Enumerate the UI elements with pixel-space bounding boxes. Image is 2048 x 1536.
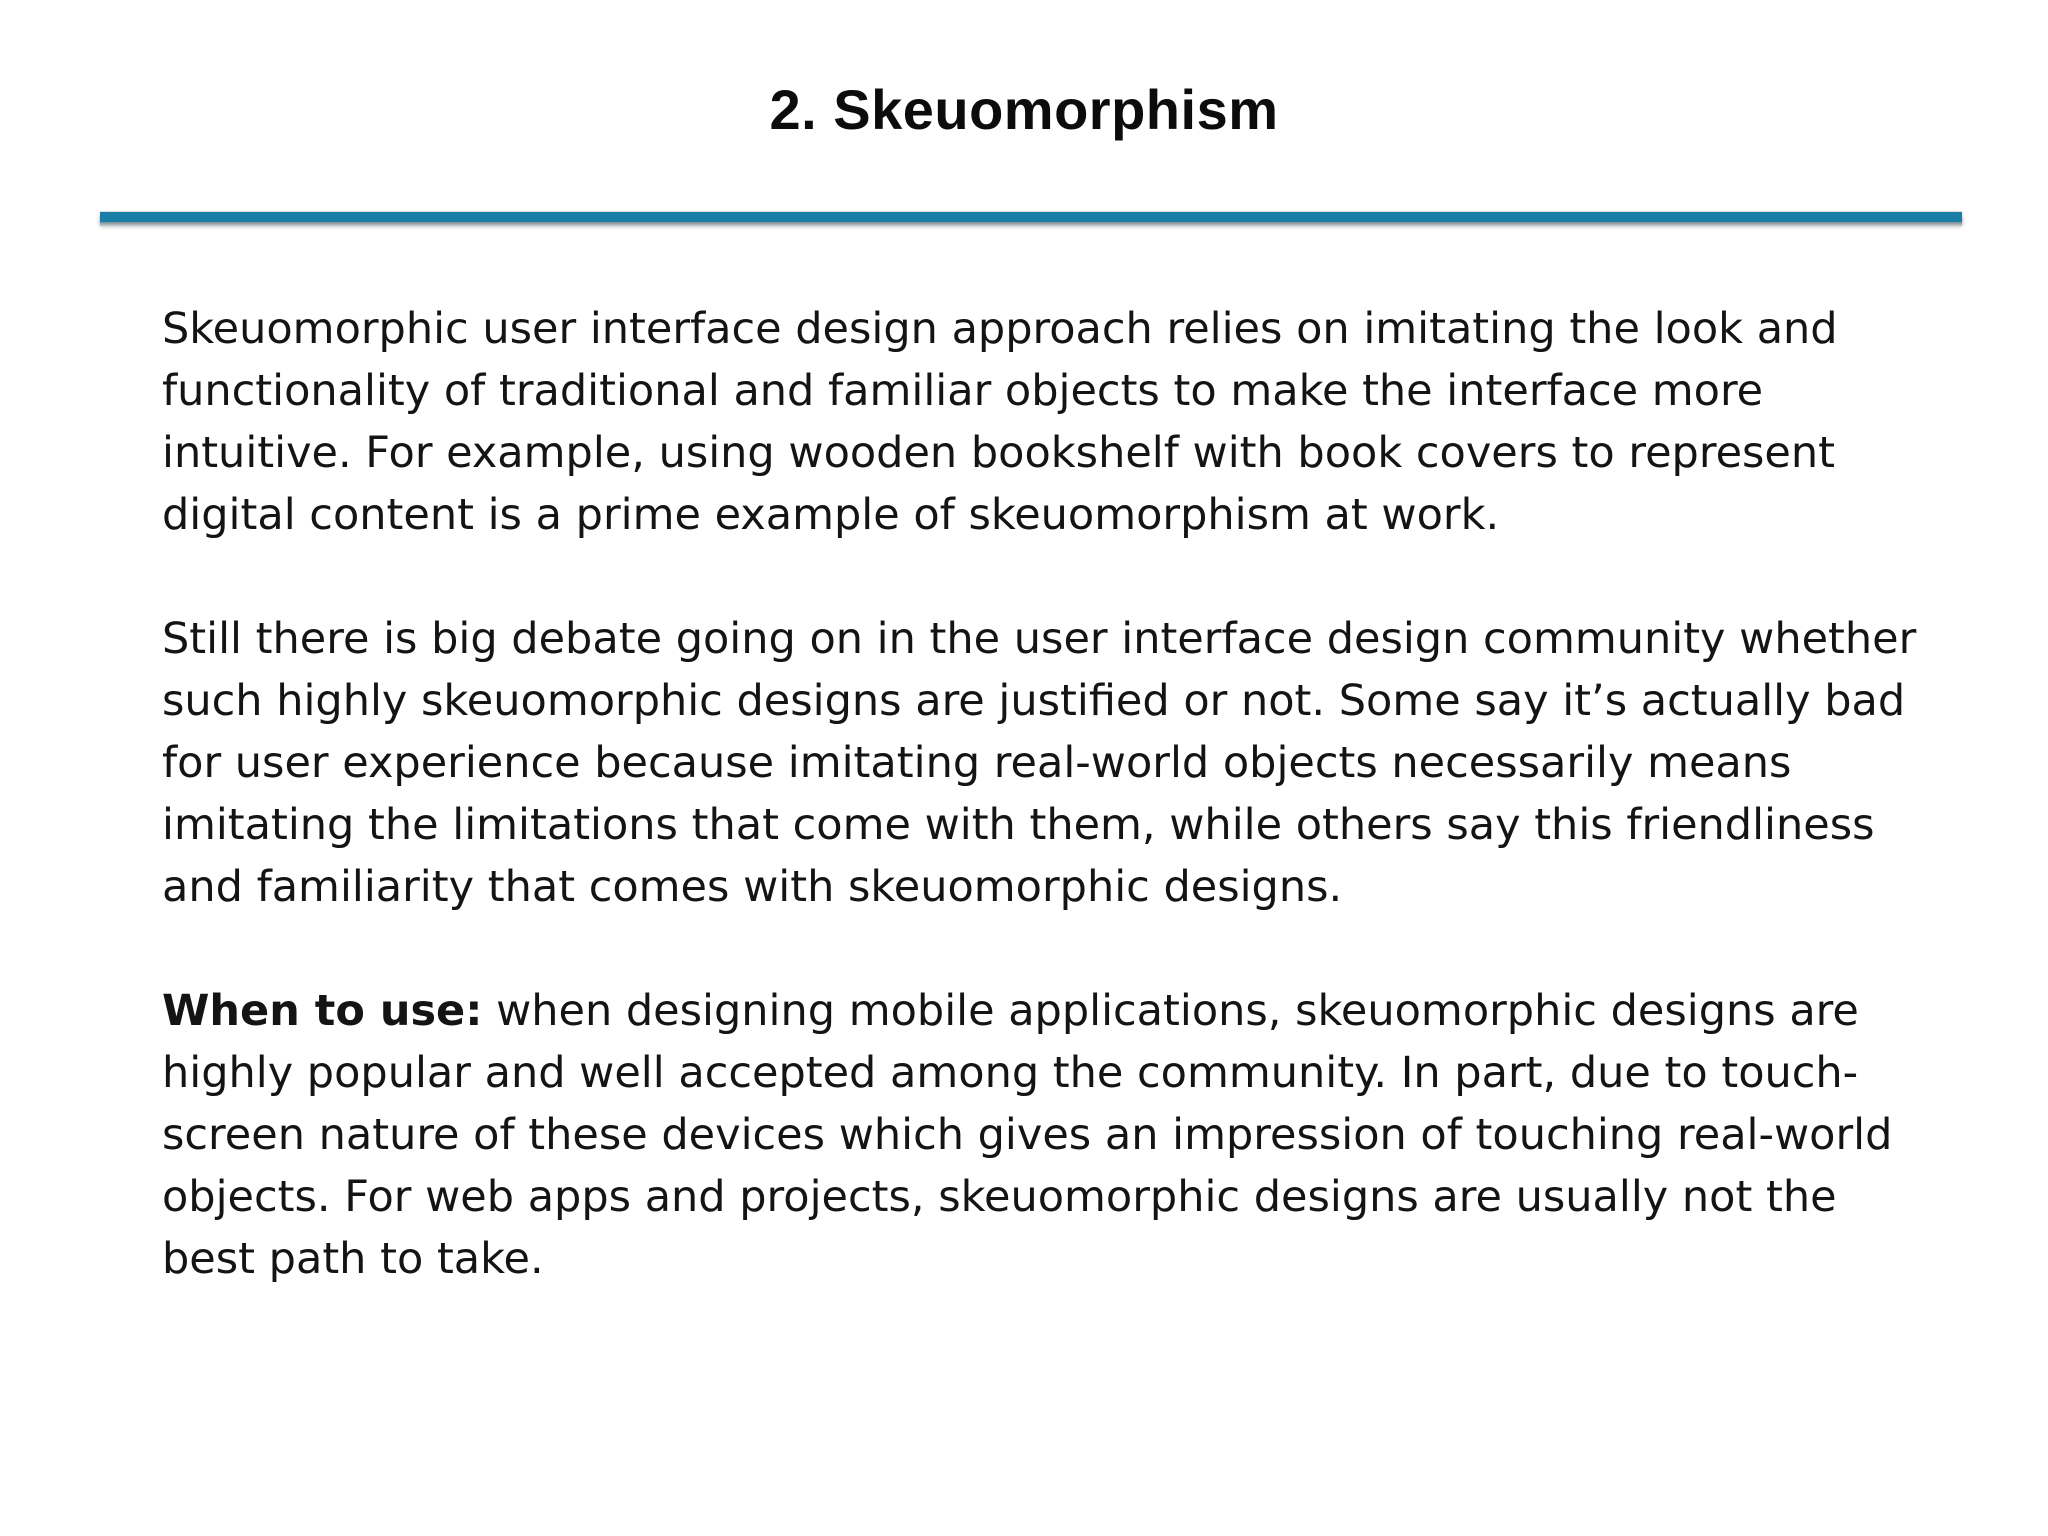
when-to-use-label: When to use: <box>162 986 483 1036</box>
title-divider <box>100 212 1962 222</box>
paragraph-debate: Still there is big debate going on in the user interface design community whether such highly skeuomorphic designs are justified or not. Some say it’s actually bad for user experience because imitating real-world objects necessarily means imitating the limitations that come with them, while others say this friendliness and familiarity that comes with skeuomorphic designs. <box>162 614 1917 912</box>
slide-title: 2. Skeuomorphism <box>769 78 1279 141</box>
when-to-use-text: when designing mobile applications, skeuomorphic designs are highly popular and well accepted among the community. In part, due to touch- screen nature of these devices which gives an impression of touching real-world objects. For web apps and projects, skeuomorphic designs are usually not the best path to take. <box>162 986 1893 1284</box>
paragraph-definition: Skeuomorphic user interface design approach relies on imitating the look and functionality of traditional and familiar objects to make the interface more intuitive. For example, using wooden bookshelf with book covers to represent digital content is a prime example of skeuomorphism at work. <box>162 304 1838 540</box>
title-divider-shadow <box>100 222 1962 226</box>
slide-body <box>162 298 1922 1352</box>
paragraph-when-to-use <box>162 980 1922 1290</box>
